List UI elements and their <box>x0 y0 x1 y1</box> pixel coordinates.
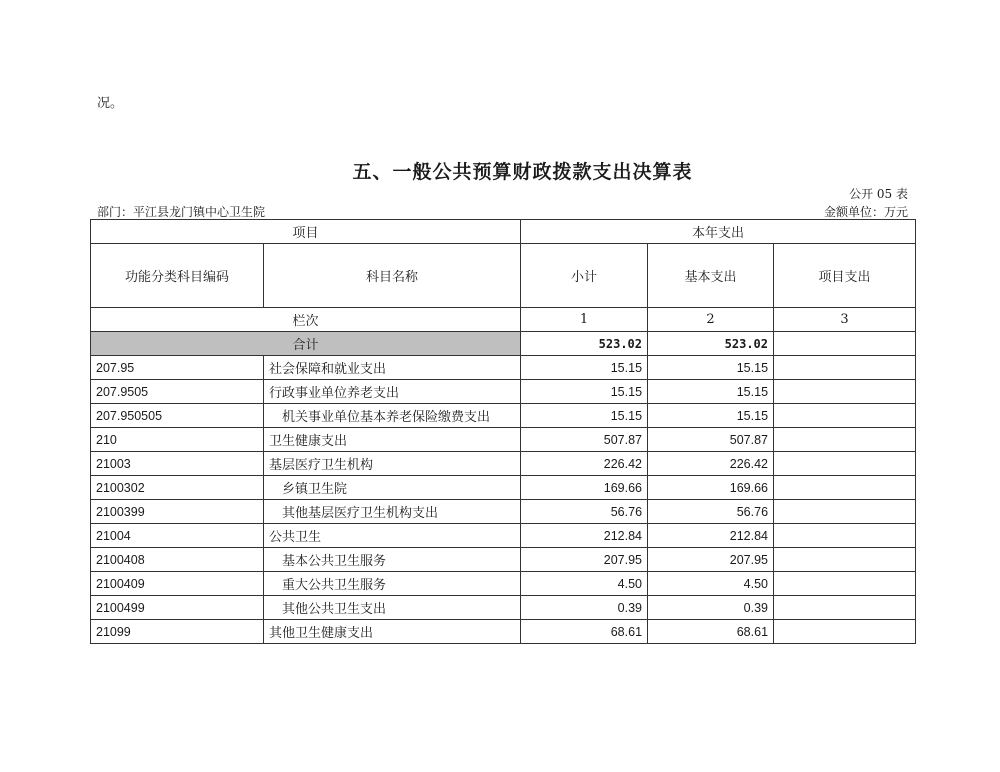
row-name: 行政事业单位养老支出 <box>264 380 521 404</box>
row-name: 重大公共卫生服务 <box>264 572 521 596</box>
row-code: 207.95 <box>91 356 264 380</box>
row-name: 基本公共卫生服务 <box>264 548 521 572</box>
row-name: 其他卫生健康支出 <box>264 620 521 644</box>
header-col-2: 2 <box>648 308 774 332</box>
form-number: 公开 05 表 <box>849 187 908 201</box>
table-row <box>91 572 916 596</box>
header-project: 项目 <box>91 220 521 244</box>
row-basic: 212.84 <box>648 524 774 548</box>
row-project <box>774 500 916 524</box>
table-row <box>91 428 916 452</box>
header-project-expenditure: 项目支出 <box>774 244 916 308</box>
table-row <box>91 524 916 548</box>
row-subtotal: 207.95 <box>521 548 648 572</box>
row-name: 基层医疗卫生机构 <box>264 452 521 476</box>
header-col-1: 1 <box>521 308 648 332</box>
total-project <box>774 332 916 356</box>
row-subtotal: 4.50 <box>521 572 648 596</box>
row-subtotal: 0.39 <box>521 596 648 620</box>
table-row <box>91 620 916 644</box>
row-code: 2100302 <box>91 476 264 500</box>
header-col-3: 3 <box>774 308 916 332</box>
header-basic: 基本支出 <box>648 244 774 308</box>
row-code: 207.9505 <box>91 380 264 404</box>
row-subtotal: 56.76 <box>521 500 648 524</box>
total-basic: 523.02 <box>648 332 774 356</box>
header-row-top <box>91 220 916 244</box>
total-row <box>91 332 916 356</box>
row-basic: 15.15 <box>648 380 774 404</box>
row-code: 207.950505 <box>91 404 264 428</box>
row-basic: 169.66 <box>648 476 774 500</box>
table-row <box>91 500 916 524</box>
row-code: 2100408 <box>91 548 264 572</box>
row-subtotal: 507.87 <box>521 428 648 452</box>
table-row <box>91 476 916 500</box>
header-column-label: 栏次 <box>91 308 521 332</box>
row-code: 2100499 <box>91 596 264 620</box>
header-row-columns <box>91 244 916 308</box>
row-subtotal: 226.42 <box>521 452 648 476</box>
row-subtotal: 15.15 <box>521 356 648 380</box>
row-subtotal: 212.84 <box>521 524 648 548</box>
row-project <box>774 524 916 548</box>
row-basic: 0.39 <box>648 596 774 620</box>
table-row <box>91 452 916 476</box>
row-name: 公共卫生 <box>264 524 521 548</box>
row-name: 卫生健康支出 <box>264 428 521 452</box>
row-project <box>774 380 916 404</box>
header-code: 功能分类科目编码 <box>91 244 264 308</box>
header-name: 科目名称 <box>264 244 521 308</box>
row-project <box>774 476 916 500</box>
row-name: 乡镇卫生院 <box>264 476 521 500</box>
table-row <box>91 356 916 380</box>
page-title: 五、一般公共预算财政拨款支出决算表 <box>352 161 693 183</box>
header-row-index <box>91 308 916 332</box>
row-basic: 507.87 <box>648 428 774 452</box>
row-basic: 56.76 <box>648 500 774 524</box>
row-subtotal: 68.61 <box>521 620 648 644</box>
amount-unit-label: 金额单位：万元 <box>823 205 908 219</box>
table-row <box>91 380 916 404</box>
table-row <box>91 404 916 428</box>
row-project <box>774 356 916 380</box>
budget-table <box>90 219 916 644</box>
row-code: 21004 <box>91 524 264 548</box>
row-subtotal: 15.15 <box>521 380 648 404</box>
row-project <box>774 404 916 428</box>
header-subtotal: 小计 <box>521 244 648 308</box>
row-project <box>774 620 916 644</box>
header-current-year: 本年支出 <box>521 220 916 244</box>
row-subtotal: 169.66 <box>521 476 648 500</box>
row-name: 机关事业单位基本养老保险缴费支出 <box>264 404 521 428</box>
table-row <box>91 548 916 572</box>
row-project <box>774 596 916 620</box>
row-basic: 15.15 <box>648 356 774 380</box>
row-code: 2100409 <box>91 572 264 596</box>
row-code: 210 <box>91 428 264 452</box>
row-project <box>774 548 916 572</box>
row-basic: 226.42 <box>648 452 774 476</box>
row-basic: 4.50 <box>648 572 774 596</box>
text-fragment: 况。 <box>97 96 124 111</box>
total-label: 合计 <box>91 332 521 356</box>
row-code: 2100399 <box>91 500 264 524</box>
row-code: 21099 <box>91 620 264 644</box>
row-name: 社会保障和就业支出 <box>264 356 521 380</box>
row-project <box>774 572 916 596</box>
row-project <box>774 428 916 452</box>
row-basic: 68.61 <box>648 620 774 644</box>
table-row <box>91 596 916 620</box>
total-subtotal: 523.02 <box>521 332 648 356</box>
row-name: 其他基层医疗卫生机构支出 <box>264 500 521 524</box>
row-basic: 207.95 <box>648 548 774 572</box>
row-project <box>774 452 916 476</box>
row-subtotal: 15.15 <box>521 404 648 428</box>
row-name: 其他公共卫生支出 <box>264 596 521 620</box>
row-basic: 15.15 <box>648 404 774 428</box>
row-code: 21003 <box>91 452 264 476</box>
department-label: 部门：平江县龙门镇中心卫生院 <box>97 205 266 219</box>
